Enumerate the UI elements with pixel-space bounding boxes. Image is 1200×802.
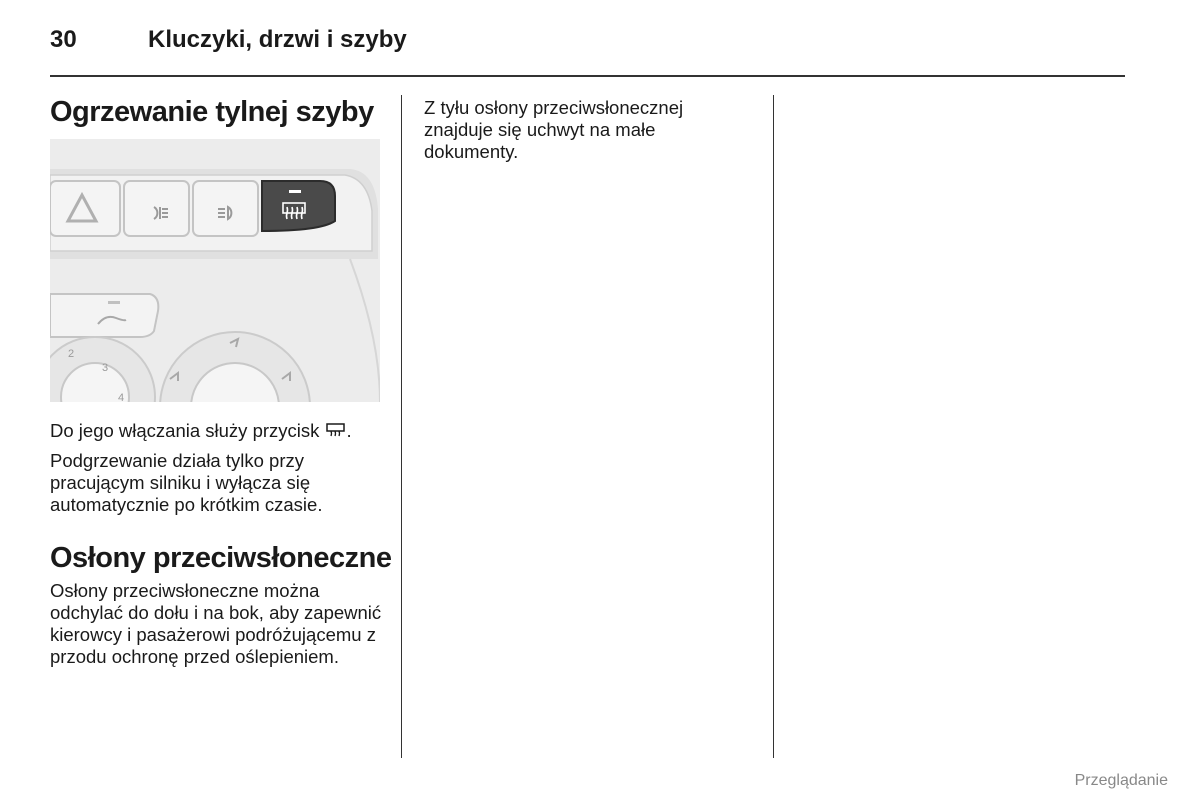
- dial-number: 3: [102, 362, 109, 374]
- column-divider: [773, 95, 774, 758]
- dashboard-drawing: [50, 139, 380, 402]
- page-header: [50, 26, 1125, 56]
- header-rule: [50, 75, 1125, 77]
- heading-sun-visors: Osłony przeciwsłoneczne: [50, 542, 392, 574]
- rear-window-heater-icon: [325, 422, 347, 444]
- paragraph-text: .: [346, 420, 352, 441]
- page-number: 30: [50, 26, 77, 53]
- paragraph-sun-visors: Osłony przeciwsłoneczne można odchylać do dołu i na bok, aby zapewnić kierowcy i pasażerowi podróżującemu z przodu ochronę przed oślepieniem.: [50, 580, 382, 667]
- footer-label: Przeglądanie: [1074, 772, 1168, 789]
- paragraph-switch-on: [50, 420, 395, 444]
- paragraph-heating-info: Podgrzewanie działa tylko przy pracującym silniku i wyłącza się automatycznie po krótkim czasie.: [50, 450, 323, 515]
- dashboard-illustration: [50, 139, 380, 402]
- column-divider: [401, 95, 402, 758]
- dial-number: 4: [118, 392, 125, 402]
- paragraph-text: Do jego włączania służy przycisk: [50, 420, 325, 441]
- section-title: Kluczyki, drzwi i szyby: [148, 26, 407, 53]
- dial-number: 2: [68, 348, 75, 360]
- indicator-led: [289, 190, 301, 193]
- heading-rear-window-heating: Ogrzewanie tylnej szyby: [50, 96, 374, 128]
- paragraph-document-holder: Z tyłu osłony przeciwsłonecznej znajduje się uchwyt na małe dokumenty.: [424, 97, 684, 162]
